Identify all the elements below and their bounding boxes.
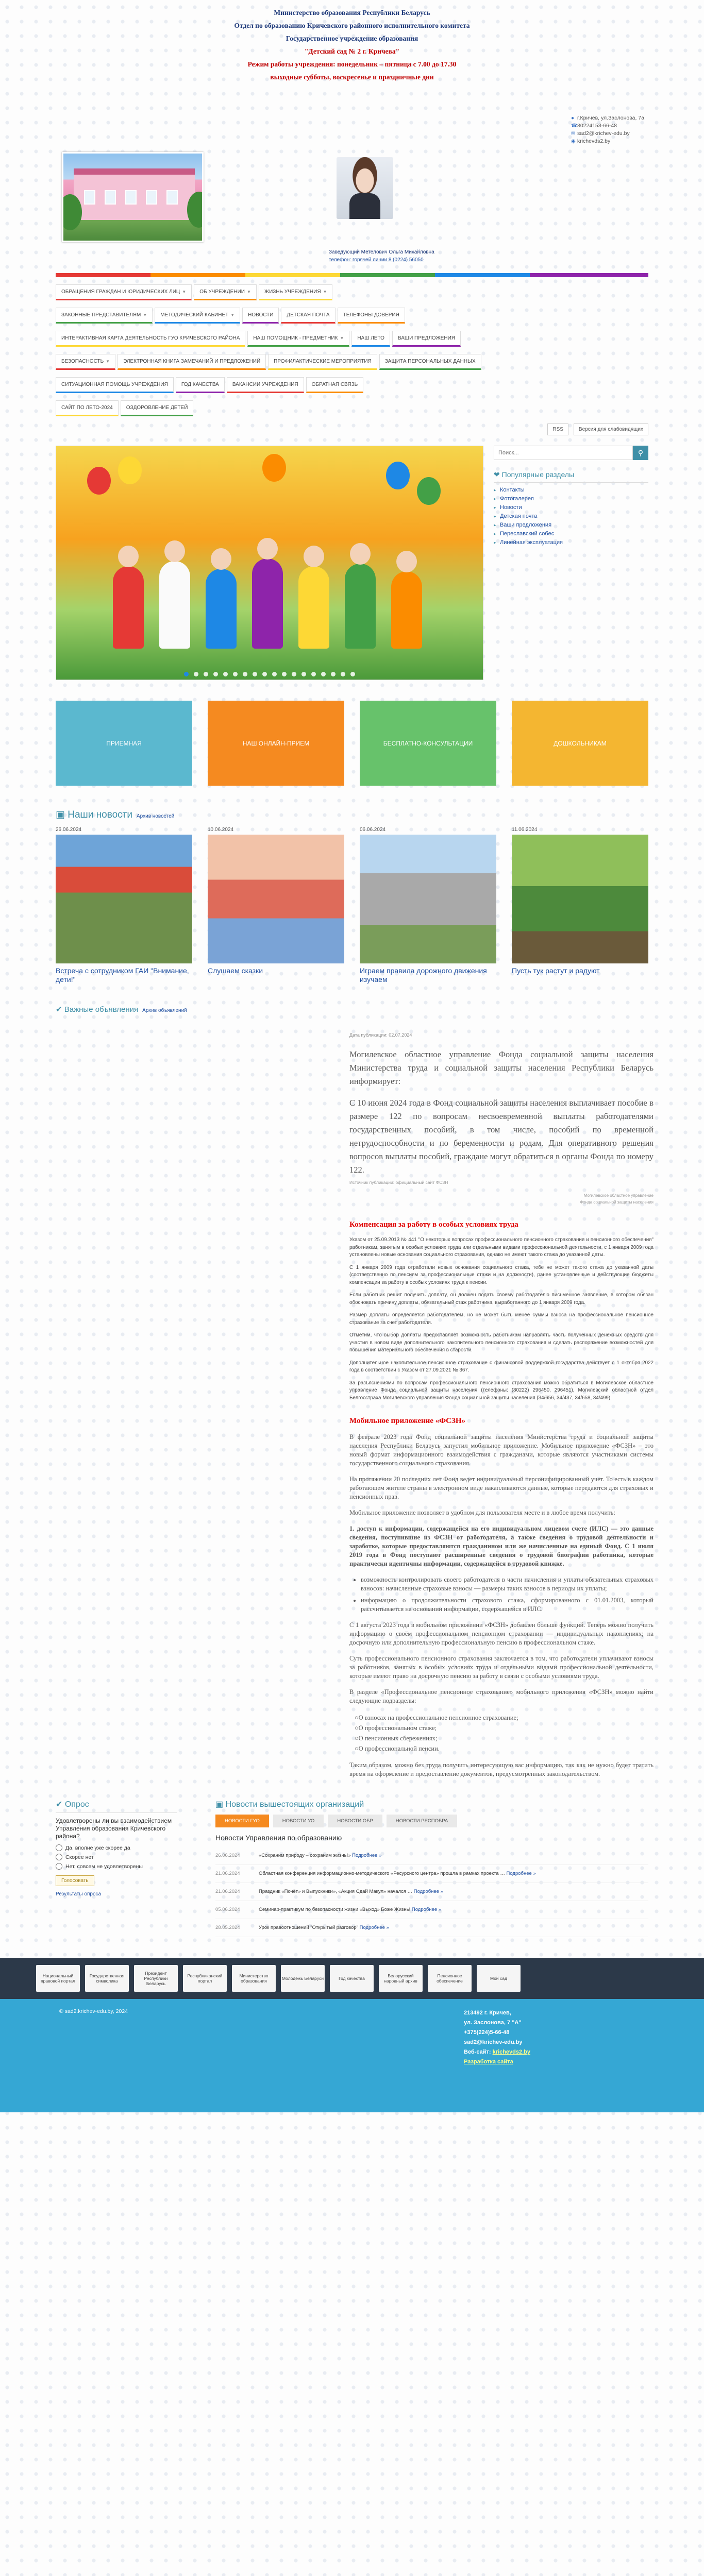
news-date: 10.06.2024 — [208, 827, 234, 833]
read-more-link[interactable]: Подробнее » — [352, 1853, 382, 1858]
partner-banner[interactable]: Пенсионное обеспечение — [428, 1965, 472, 1992]
institution-name-line: "Детский сад № 2 г. Кричева" — [304, 47, 400, 55]
news-image[interactable] — [208, 835, 344, 963]
footer-street: ул. Заслонова, 7 "А" — [464, 2020, 522, 2026]
nav-item-summer[interactable]: НАШ ЛЕТО — [351, 331, 390, 347]
tab-uo[interactable]: НОВОСТИ УО — [273, 1815, 324, 1827]
read-more-link[interactable]: Подробнее » — [413, 1889, 443, 1894]
director-photo — [337, 157, 393, 219]
news-icon: ▣ — [215, 1800, 224, 1809]
news-date: 26.06.2024 — [215, 1853, 240, 1858]
check-icon: ✔ — [56, 1005, 62, 1014]
check-icon: ✔ — [56, 1800, 63, 1809]
nav-item-suggestions[interactable]: ВАШИ ПРЕДЛОЖЕНИЯ — [392, 331, 461, 347]
list-item — [215, 1901, 648, 1919]
kindergarten-building-photo — [62, 152, 204, 242]
list-item: • возможность контролировать своего работодателя в части начисления и уплаты обязательных страховых взносов: начисленные страховые взносы — размеры таких взносов в периоды их уплаты; — [361, 1575, 653, 1593]
popular-link[interactable]: ▸ Контакты — [494, 486, 648, 495]
organization-title — [56, 0, 648, 83]
phone-icon: ☎ — [571, 123, 578, 129]
nav-tools — [56, 423, 648, 435]
news-card[interactable] — [56, 827, 192, 984]
photo-slider[interactable] — [56, 446, 483, 680]
slider-dot[interactable] — [321, 672, 326, 676]
slider-pagination — [184, 672, 355, 676]
search-button[interactable] — [633, 446, 648, 460]
nav-item-prevention[interactable]: ПРОФИЛАКТИЧЕСКИЕ МЕРОПРИЯТИЯ — [268, 354, 377, 370]
chevron-down-icon: ▼ — [323, 290, 327, 294]
news-text: Областная конференция информационно-методического «Ресурсного центра» прошла в рамках проекта … — [259, 1871, 505, 1876]
news-text: Семинар-практикум по безопасности жизни «Выход» Боже Жизнь! — [259, 1907, 411, 1912]
list-item: ○ О профессиональной пенсии. — [355, 1743, 653, 1754]
chevron-down-icon: ▼ — [246, 290, 251, 294]
news-header — [56, 809, 648, 821]
nav-item-situational-help[interactable]: СИТУАЦИОННАЯ ПОМОЩЬ УЧРЕЖДЕНИЯ — [56, 377, 174, 393]
sidebar — [494, 446, 648, 680]
poll-widget — [56, 1799, 177, 1937]
nav-item-methodical[interactable]: МЕТОДИЧЕСКИЙ КАБИНЕТ ▼ — [155, 308, 240, 324]
contact-address: г.Кричев, ул.Заслонова, 7а — [577, 115, 645, 121]
chevron-down-icon: ▼ — [106, 359, 110, 364]
news-date: 21.06.2024 — [215, 1889, 240, 1894]
popular-link[interactable]: ▸ Ваши предложения — [494, 521, 648, 530]
partner-banner[interactable]: Президент Республики Беларусь — [134, 1965, 178, 1992]
partner-banner[interactable]: Министерство образования — [232, 1965, 276, 1992]
nav-item-health[interactable]: ОЗДОРОВЛЕНИЕ ДЕТЕЙ — [121, 400, 194, 416]
news-title: ▣ Наши новости — [56, 809, 132, 820]
popular-link[interactable]: ▸ Переславский собес — [494, 530, 648, 538]
slider-dot[interactable] — [292, 672, 296, 676]
quick-link-reception[interactable]: ПРИЕМНАЯ — [56, 701, 192, 786]
quick-link-consultations[interactable]: БЕСПЛАТНО-КОНСУЛЬТАЦИИ — [360, 701, 496, 786]
article-paragraph: На протяжении 20 последних лет Фонд ведет индивидуальный персонифицированный учет. То есть в каждом работающем жителе страны в электронном виде накапливаются данные, которые передаются для страховых и пенсионных прав. — [349, 1476, 653, 1500]
search-form — [494, 446, 648, 460]
slider-dot[interactable] — [341, 672, 345, 676]
email-icon: ✉ — [571, 131, 576, 137]
nav-item-safety[interactable]: БЕЗОПАСНОСТЬ ▼ — [56, 354, 115, 370]
list-item — [215, 1919, 648, 1937]
poll-radio[interactable] — [56, 1863, 62, 1870]
nav-row — [56, 308, 648, 326]
higher-org-news — [215, 1799, 648, 1937]
contact-phone[interactable]: 80224153-66-48 — [577, 123, 617, 129]
popular-link[interactable]: ▸ Фотогалерея — [494, 495, 648, 503]
news-text: Урок правоотношений "Открытый разговор" — [259, 1925, 359, 1930]
nav-item-kids-mail[interactable]: ДЕТСКАЯ ПОЧТА — [281, 308, 335, 324]
working-hours-line: Режим работы учреждения: понедельник – пятница с 7.00 до 17.30 — [247, 60, 457, 68]
article-paragraph: Таким образом, можно без труда получить интересующую вас информацию, так как не нужно будет тратить время на оформление и предоставление документов, предусмотренных законодательством. — [349, 1761, 653, 1777]
footer-phone[interactable]: +375(224)5-66-48 — [464, 2029, 510, 2036]
days-off-line: выходные субботы, воскресенье и праздничные дни — [270, 73, 434, 81]
list-item: ○ О профессиональном стаже; — [355, 1723, 653, 1733]
contact-site[interactable]: krichevds2.by — [577, 138, 611, 144]
slider-dot[interactable] — [262, 672, 267, 676]
search-icon: ⚲ — [638, 448, 644, 457]
nav-item-vacancies[interactable]: ВАКАНСИИ УЧРЕЖДЕНИЯ — [227, 377, 304, 393]
partner-banner[interactable]: Государственная символика — [85, 1965, 129, 1992]
news-text: Праздник «Почёт» и Выпускники», «Акция Сдай Макул» начался … — [259, 1889, 413, 1894]
article-paragraph: В феврале 2023 года Фонд социальной защиты населения Министерства труда и социальной защиты населения Республики Беларусь запустил мобильное приложение. Мобильное приложение «ФСЗН» – это новый формат информационного взаимодействия с гражданами, которые являются участниками системы государственного социального страхования. — [349, 1433, 653, 1467]
copyright: © sad2.krichev-edu.by, 2024 — [59, 2008, 128, 2014]
news-card[interactable] — [512, 827, 648, 984]
article-paragraph: За разъяснениями по вопросам профессионального пенсионного страхования можно обратиться в Могилевское областное управление Фонда социальной защиты населения (телефоны: (80222) 296450, 296451), Могилевский областной отдел Белгосстраха Могилевского управления Фонда социальной защиты населения (34/656, 34/437, 34/658, 34/499). — [349, 1380, 653, 1401]
nav-row — [56, 377, 648, 395]
footer-site-label: Веб-сайт: — [464, 2049, 491, 2055]
slider-dot[interactable] — [301, 672, 306, 676]
quick-link-preschool[interactable]: ДОШКОЛЬНИКАМ — [512, 701, 648, 786]
chevron-down-icon: ▼ — [182, 290, 187, 294]
news-card[interactable] — [208, 827, 344, 984]
footer-email[interactable]: sad2@krichev-edu.by — [464, 2039, 523, 2045]
popular-sections — [494, 470, 648, 547]
tab-resp[interactable]: НОВОСТИ РЕСПОБРА — [387, 1815, 458, 1827]
news-link[interactable]: Играем правила дорожного движения изучаем — [360, 967, 487, 984]
article-paragraph: Указом от 25.09.2013 № 441 "О некоторых вопросах профессионального пенсионного страхования и пенсионного обеспечения" работникам, занятым в особых условиях труда или отдельными видами профессиональной деятельности, с 1 января 2009 года установлены новые основания социального страхования, однако не имеют такого стажа до указанной даты. — [349, 1237, 653, 1258]
partner-banner[interactable]: Мой сад — [477, 1965, 521, 1992]
nav-item-life[interactable]: ЖИЗНЬ УЧРЕЖДЕНИЯ ▼ — [259, 284, 333, 300]
hotline-phone[interactable]: телефон: горячей линии 8 (0224) 56050 — [329, 257, 424, 263]
poll-results-link[interactable]: Результаты опроса — [56, 1891, 102, 1897]
popular-link[interactable]: ▸ Детская почта — [494, 512, 648, 521]
announcements-title: ✔ Важные объявления — [56, 1005, 139, 1014]
popular-link[interactable]: ▸ Линейная эксплуатация — [494, 538, 648, 547]
quick-link-online[interactable]: НАШ ОНЛАЙН-ПРИЕМ — [208, 701, 344, 786]
partner-banner[interactable]: Молодёжь Беларуси — [281, 1965, 325, 1992]
chevron-down-icon: ▼ — [143, 313, 147, 317]
read-more-link[interactable]: Подробнее » — [359, 1925, 389, 1930]
tab-guo[interactable]: НОВОСТИ ГУО — [215, 1815, 269, 1827]
list-item — [215, 1865, 648, 1883]
news-image[interactable] — [512, 835, 648, 963]
rss-button[interactable]: RSS — [547, 423, 568, 435]
site-footer — [0, 1999, 704, 2112]
news-text: «Сохраним природу – сохраним жизнь!» — [259, 1853, 351, 1858]
vote-button[interactable]: Голосовать — [56, 1875, 94, 1886]
list-item — [215, 1883, 648, 1901]
article-options-list — [355, 1713, 653, 1754]
rainbow-divider — [56, 273, 648, 277]
news-link[interactable]: Слушаем сказки — [208, 967, 263, 975]
higher-org-tabs — [215, 1815, 648, 1827]
article-lead: Могилевское областное управление Фонда социальной защиты населения Министерства труда и социальной защиты населения Республики Беларусь информирует: — [349, 1049, 653, 1086]
slider-dot[interactable] — [282, 672, 287, 676]
news-icon: ▣ — [56, 809, 65, 820]
developer-link[interactable]: Разработка сайта — [464, 2059, 513, 2065]
read-more-link[interactable]: Подробнее » — [506, 1871, 536, 1876]
news-date: 05.06.2024 — [215, 1907, 240, 1912]
news-link[interactable]: Пусть тук растут и радуют — [512, 967, 600, 975]
footer-contacts — [464, 2008, 530, 2067]
nav-item-about[interactable]: ОБ УЧРЕЖДЕНИИ ▼ — [194, 284, 257, 300]
footer-address: 213492 г. Кричев, — [464, 2010, 511, 2016]
mobile-app-heading: Мобильное приложение «ФСЗН» — [349, 1417, 465, 1425]
nav-item-parents[interactable]: ЗАКОННЫЕ ПРЕДСТАВИТЕЛЯМ ▼ — [56, 308, 153, 324]
nav-row — [56, 400, 648, 418]
slider-dot[interactable] — [311, 672, 316, 676]
article-paragraph: Дополнительное накопительное пенсионное страхование с финансовой поддержкой государства действует с 1 октября 2022 года в соответствии с Указом от 27.09.2021 № 367. — [349, 1360, 653, 1373]
list-item: ○ О пенсионных сбережениях; — [355, 1733, 653, 1743]
article-caption: Дата публикации: 02.07.2024 — [349, 1032, 412, 1038]
poll-title: ✔ Опрос — [56, 1799, 177, 1813]
nav-item-summer-site[interactable]: САЙТ ПО ЛЕТО-2024 — [56, 400, 119, 416]
nav-item-feedback[interactable]: ОБРАТНАЯ СВЯЗЬ — [306, 377, 364, 393]
nav-item-e-book[interactable]: ЭЛЕКТРОННАЯ КНИГА ЗАМЕЧАНИЙ И ПРЕДЛОЖЕНИЙ — [118, 354, 266, 370]
nav-item-news[interactable]: НОВОСТИ — [242, 308, 279, 324]
director-name: Заведующий Метелович Ольга Михайловна — [329, 249, 434, 255]
news-image[interactable] — [360, 835, 496, 963]
announcements-header — [56, 1005, 648, 1014]
announcement-article — [349, 1032, 653, 1778]
main-navigation — [56, 277, 648, 438]
director-caption — [329, 248, 434, 264]
slider-dot[interactable] — [331, 672, 336, 676]
globe-icon: ◉ — [571, 139, 576, 144]
article-bullet-list — [361, 1575, 653, 1614]
slider-dot[interactable] — [253, 672, 257, 676]
news-link[interactable]: Встреча с сотрудником ГАИ "Внимание, дети!" — [56, 967, 189, 984]
header-contacts — [571, 114, 648, 145]
slider-dot[interactable] — [223, 672, 228, 676]
nav-item-trust-phones[interactable]: ТЕЛЕФОНЫ ДОВЕРИЯ — [338, 308, 405, 324]
ministry-line: Министерство образования Республики Беларусь — [274, 9, 430, 16]
popular-sections-list — [494, 486, 648, 547]
news-date: 06.06.2024 — [360, 827, 386, 833]
contact-email[interactable]: sad2@krichev-edu.by — [577, 130, 630, 137]
slider-dot[interactable] — [233, 672, 238, 676]
partner-banner[interactable]: Год качества — [330, 1965, 374, 1992]
news-card[interactable] — [360, 827, 496, 984]
poll-option[interactable]: Скорее нет — [56, 1854, 177, 1860]
accessibility-button[interactable]: Версия для слабовидящих — [574, 423, 648, 435]
read-more-link[interactable]: Подробнее » — [411, 1907, 442, 1912]
slider-dot[interactable] — [184, 672, 189, 676]
slider-dot[interactable] — [243, 672, 247, 676]
popular-sections-title: ❤ Популярные разделы — [494, 470, 648, 483]
partner-banner[interactable]: Национальный правовой портал — [36, 1965, 80, 1992]
popular-link[interactable]: ▸ Новости — [494, 503, 648, 512]
slider-dot[interactable] — [194, 672, 198, 676]
poll-question: Удовлетворены ли вы взаимодействием Управления образования Кричевского района? — [56, 1817, 172, 1840]
nav-row — [56, 331, 648, 349]
article-source: Источник публикации: официальный сайт ФСЗН — [349, 1180, 448, 1185]
news-image[interactable] — [56, 835, 192, 963]
article-signature: Могилевское областное управление Фонда социальной защиты населения — [580, 1193, 653, 1205]
article-paragraph: С 10 июня 2024 года в Фонд социальной защиты населения выплачивает пособие в размере 122 по вопросам несвоевременной выплаты работодателями государственных пособий, в том числе, пособий по временной нетрудоспособности и по беременности и родам. Для оперативного решения вопросов выплаты пособий, граждане могут обратиться в органы Фонда по номеру 122. — [349, 1098, 653, 1175]
poll-radio[interactable] — [56, 1844, 62, 1851]
article-paragraph: Отметим, что выбор доплаты предоставляет возможность работникам направлять часть полученных денежных средств для участия в новом виде дополнительного накопительного пенсионного страхования и сделать распоряжение возможностей для повышения материального обеспечения в старости. — [349, 1332, 653, 1353]
tab-obr[interactable]: НОВОСТИ ОБР — [328, 1815, 382, 1827]
announcements-archive-link[interactable]: Архив объявлений — [142, 1008, 187, 1013]
list-item — [215, 1847, 648, 1865]
partner-banners — [0, 1958, 704, 1999]
nav-row — [56, 284, 648, 302]
slider-dot[interactable] — [272, 672, 277, 676]
news-list — [56, 827, 648, 984]
news-date: 26.06.2024 — [56, 827, 82, 833]
news-date: 11.06.2024 — [512, 827, 538, 833]
department-line: Отдел по образованию Кричевского районного исполнительного комитета — [234, 22, 470, 29]
slider-dot[interactable] — [213, 672, 218, 676]
slider-dot[interactable] — [350, 672, 355, 676]
article-paragraph: Если работник решит получить доплату, он должен подать своему работодателю письменное заявление, в котором обязан обосновать причину доплаты, обязательный стаж работника, выработанного до 1 января 2009 года. — [349, 1292, 653, 1306]
article-paragraph: Мобильное приложение позволяет в удобном для пользователя месте и в любое время получить: — [349, 1509, 615, 1516]
bottom-area — [56, 1799, 648, 1937]
article-paragraph: 1. доступ к информации, содержащейся на его индивидуальном лицевом счете (ИЛС) — это данные сведения, поступившие из ФСЗН от работодателя, а также сведения о трудовой деятельности и заработке, которые предоставляются гражданином или же начисленные на единый Фонд. С 1 июля 2019 года в Фонд поступают расширенные сведения о трудовой биографии работника, которые практически идентичны информации, содержащейся в трудовой книжке. — [349, 1525, 653, 1567]
news-archive-link[interactable]: Архив новостей — [136, 814, 175, 819]
location-icon: ● — [571, 115, 575, 121]
partner-banner[interactable]: Республиканский портал — [183, 1965, 227, 1992]
nav-item-appeals[interactable]: ОБРАЩЕНИЯ ГРАЖДАН И ЮРИДИЧЕСКИХ ЛИЦ ▼ — [56, 284, 192, 300]
nav-item-quality-year[interactable]: ГОД КАЧЕСТВА — [176, 377, 225, 393]
slider-dot[interactable] — [204, 672, 208, 676]
news-date: 28.05.2024 — [215, 1925, 240, 1930]
nav-item-interactive-map[interactable]: ИНТЕРАКТИВНАЯ КАРТА ДЕЯТЕЛЬНОСТЬ ГУО КРИЧЕВСКОГО РАЙОНА — [56, 331, 245, 347]
chevron-down-icon: ▼ — [230, 313, 235, 317]
chevron-down-icon: ▼ — [340, 336, 344, 341]
nav-item-personal-data[interactable]: ЗАЩИТА ПЕРСОНАЛЬНЫХ ДАННЫХ — [379, 354, 481, 370]
list-item: • информацию о продолжительности страхового стажа, сформированного с 01.01.2003, который рассчитывается на основании информации, содержащейся в ИЛС. — [361, 1596, 653, 1614]
higher-org-subtitle: Новости Управления по образованию — [215, 1834, 342, 1842]
search-input[interactable] — [494, 446, 633, 460]
news-date: 21.06.2024 — [215, 1871, 240, 1876]
article-paragraph: С 1 августа 2023 года в мобильном приложении «ФСЗН» добавлен больше функций. Теперь можно получить информацию о своём профессиональном пенсионном страховании — индивидуальных накоплениях; на досрочную или дополнительную профессиональную пенсию в профессиональном стаже. — [349, 1621, 653, 1646]
quick-links — [56, 701, 648, 786]
article-paragraph: Размер доплаты определяется работодателем, но не может быть менее суммы взноса на профессиональное пенсионное страхование за счет работодателя. — [349, 1312, 653, 1326]
poll-option[interactable]: Да, вполне уже скорее да — [56, 1844, 177, 1851]
article-paragraph: С 1 января 2009 года отработали новых основания социального стажа, тебе не может такого стажа до указанной даты (соответственно по пенсиям за профессиональные стажи и на должности), ранее установленные и действующие бюджеты компенсации за работу в особых условиях труда к пенсии. — [349, 1264, 653, 1285]
higher-org-news-title: ▣ Новости вышестоящих организаций — [215, 1800, 364, 1809]
list-item: ○ О взносах на профессиональное пенсионное страхование; — [355, 1713, 653, 1723]
institution-type-line: Государственное учреждение образования — [286, 35, 418, 42]
nav-row — [56, 354, 648, 372]
poll-radio[interactable] — [56, 1854, 62, 1860]
article-paragraph: В разделе «Профессиональное пенсионное страхование» мобильного приложения «ФСЗН» можно найти следующие подразделы: — [349, 1688, 653, 1704]
compensation-heading: Компенсация за работу в особых условиях труда — [349, 1221, 518, 1229]
page — [56, 0, 653, 1937]
nav-item-helper[interactable]: НАШ ПОМОЩНИК - ПРЕДМЕТНИК ▼ — [247, 331, 349, 347]
partner-banner[interactable]: Белорусский народный архив — [379, 1965, 423, 1992]
heart-icon: ❤ — [494, 470, 500, 479]
article-paragraph: Суть профессионального пенсионного страхования заключается в том, что работодатели уплачивают взносы за работников, занятых в особых условиях труда и отдельными видами профессиональной деятельности, которые имеют право на досрочную пенсию за работу в связи с особыми условиями труда. — [349, 1655, 653, 1680]
poll-option[interactable]: Нет, совсем не удовлетворены — [56, 1863, 177, 1870]
footer-site-link[interactable]: krichevds2.by — [492, 2049, 530, 2055]
hero-block — [56, 446, 648, 680]
